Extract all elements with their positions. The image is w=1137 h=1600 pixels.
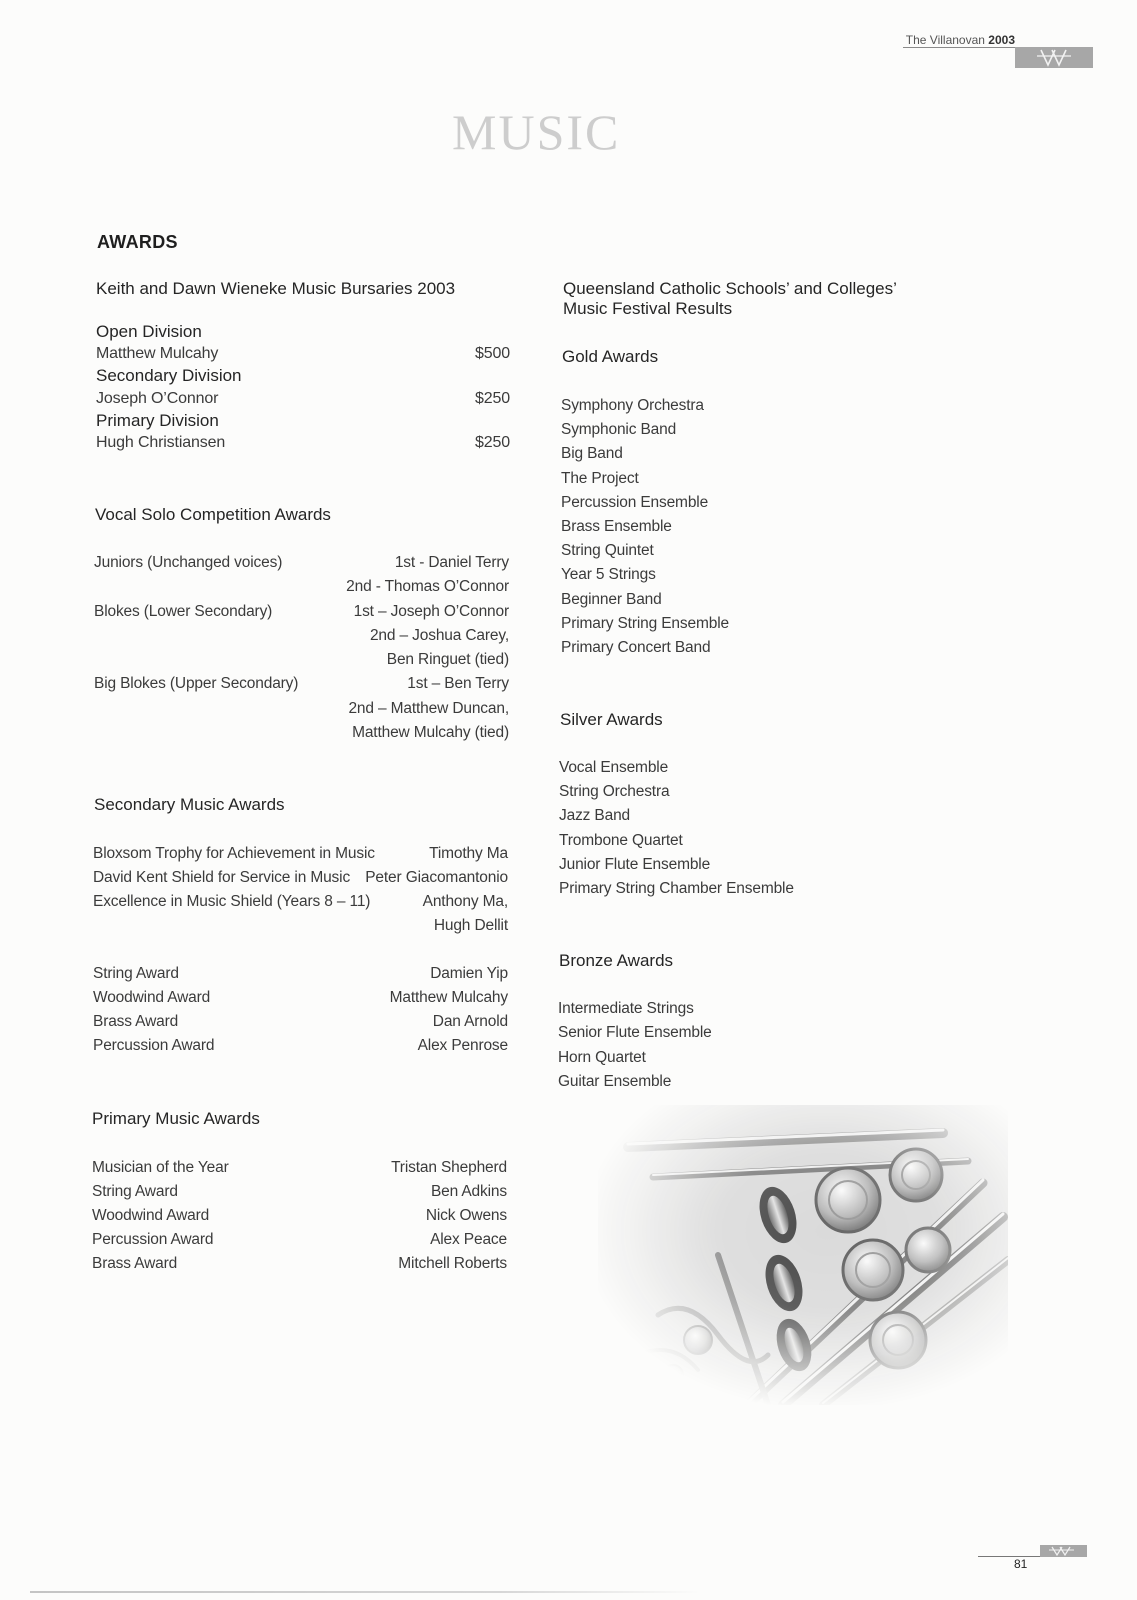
award-name: Brass Award (92, 1255, 178, 1272)
vocal-solo-list (94, 551, 509, 745)
festival-heading (563, 279, 897, 319)
ensemble-item: Year 5 Strings (561, 566, 656, 584)
ensemble-item: Junior Flute Ensemble (559, 855, 711, 873)
award-recipient: Mitchell Roberts (398, 1255, 507, 1272)
bursary-amount: $250 (475, 433, 510, 451)
award-row (93, 1034, 508, 1058)
ensemble-item: Beginner Band (561, 590, 662, 608)
award-recipient: Anthony Ma, (422, 893, 508, 910)
bursary-amount: $250 (475, 389, 510, 407)
award-recipient: Alex Penrose (417, 1037, 508, 1054)
award-row (93, 962, 508, 986)
award-row (92, 1252, 507, 1276)
award-row (93, 842, 508, 866)
bursaries-heading: Keith and Dawn Wieneke Music Bursaries 2003 (96, 279, 456, 298)
ensemble-item: Senior Flute Ensemble (558, 1024, 712, 1042)
secondary-awards-heading: Secondary Music Awards (94, 795, 285, 814)
gold-awards-list (561, 394, 729, 660)
saxophone-keys-photo (598, 1105, 1008, 1405)
ensemble-item: Guitar Ensemble (558, 1072, 672, 1090)
ensemble-item: String Quintet (561, 542, 654, 560)
ensemble-item: Vocal Ensemble (559, 759, 669, 776)
bronze-awards-list (558, 997, 712, 1094)
vocal-row (94, 721, 509, 745)
award-name: Musician of the Year (92, 1159, 229, 1176)
vocal-solo-heading: Vocal Solo Competition Awards (95, 505, 331, 524)
ensemble-item: The Project (561, 469, 639, 487)
award-recipient: Tristan Shepherd (391, 1159, 507, 1176)
award-recipient: Peter Giacomantonio (365, 869, 508, 886)
vocal-category: Big Blokes (Upper Secondary) (94, 675, 299, 693)
award-name: Percussion Award (93, 1037, 215, 1054)
bursary-amount: $500 (475, 345, 510, 363)
vocal-result: 1st – Joseph O’Connor (353, 602, 509, 620)
page-number: 81 (1014, 1557, 1028, 1571)
vocal-row (94, 697, 509, 721)
header-rule (903, 47, 1016, 48)
award-name: Brass Award (93, 1013, 179, 1030)
award-name: David Kent Shield for Service in Music (93, 869, 351, 886)
vocal-row (94, 575, 509, 599)
award-row (93, 890, 508, 914)
award-row (92, 1228, 507, 1252)
ensemble-item: Primary String Ensemble (561, 614, 729, 632)
ensemble-item: Primary String Chamber Ensemble (559, 879, 794, 897)
primary-awards-list (92, 1156, 507, 1276)
vocal-row (94, 600, 509, 624)
ensemble-item: Trombone Quartet (559, 831, 683, 849)
award-row (93, 866, 508, 890)
vocal-result: Ben Ringuet (tied) (386, 651, 509, 669)
ensemble-item: Big Band (561, 445, 623, 463)
ensemble-item: Percussion Ensemble (561, 493, 709, 511)
gold-awards-heading: Gold Awards (562, 347, 659, 366)
ensemble-item: Intermediate Strings (558, 1000, 694, 1017)
primary-awards-heading: Primary Music Awards (92, 1109, 260, 1128)
vocal-category: Blokes (Lower Secondary) (94, 602, 273, 620)
ensemble-item: Jazz Band (559, 807, 631, 825)
villanova-vv-emblem-icon (1040, 1545, 1087, 1557)
vocal-row (94, 624, 509, 648)
ensemble-item: Symphony Orchestra (561, 397, 704, 414)
award-recipient: Nick Owens (425, 1207, 507, 1224)
vocal-row (94, 551, 509, 575)
award-row (93, 914, 508, 938)
award-row (93, 1010, 508, 1034)
award-name: String Award (93, 965, 179, 982)
award-name: Excellence in Music Shield (Years 8 – 11) (93, 893, 371, 910)
division-label: Secondary Division (96, 366, 242, 386)
vocal-result: 1st – Ben Terry (407, 675, 509, 693)
award-recipient: Timothy Ma (429, 845, 508, 862)
award-row (93, 986, 508, 1010)
division-label: Primary Division (96, 410, 219, 430)
section-title: AWARDS (97, 232, 178, 252)
vocal-result: 2nd - Thomas O’Connor (346, 578, 509, 596)
award-name: Bloxsom Trophy for Achievement in Music (93, 845, 375, 862)
publication-year: 2003 (988, 33, 1015, 47)
bursaries-list (96, 321, 510, 454)
vocal-result: 1st - Daniel Terry (394, 554, 509, 571)
award-name: Woodwind Award (92, 1207, 210, 1224)
award-recipient: Damien Yip (430, 965, 508, 982)
secondary-trophies-list (93, 842, 508, 938)
award-name: String Award (92, 1183, 178, 1200)
silver-awards-list (559, 756, 794, 901)
bursary-row (96, 343, 510, 365)
ensemble-item: String Orchestra (559, 783, 670, 801)
award-name: Woodwind Award (93, 989, 211, 1006)
secondary-instrument-awards-list (93, 962, 508, 1058)
vocal-row (94, 648, 509, 672)
division-label: Open Division (96, 322, 202, 341)
scan-edge-line (30, 1591, 700, 1593)
publication-name: The Villanovan (905, 33, 985, 47)
bronze-awards-heading: Bronze Awards (559, 951, 674, 970)
vocal-result: 2nd – Joshua Carey, (369, 626, 509, 644)
bursary-row (96, 432, 510, 454)
award-recipient: Alex Peace (430, 1231, 507, 1248)
bursary-row (96, 388, 510, 410)
award-row (92, 1156, 507, 1180)
recipient-name: Joseph O’Connor (96, 389, 219, 407)
page-title: MUSIC (452, 104, 621, 160)
award-row (92, 1180, 507, 1204)
running-header (895, 33, 1015, 47)
award-name: Percussion Award (92, 1231, 214, 1248)
silver-awards-heading: Silver Awards (560, 710, 663, 729)
vocal-result: 2nd – Matthew Duncan, (348, 699, 509, 717)
festival-heading-line: Queensland Catholic Schools’ and Colleges’ (563, 279, 897, 298)
award-recipient: Dan Arnold (432, 1013, 508, 1030)
vocal-row (94, 672, 509, 696)
vocal-category: Juniors (Unchanged voices) (94, 554, 283, 571)
ensemble-item: Horn Quartet (558, 1048, 646, 1066)
recipient-name: Matthew Mulcahy (96, 345, 219, 363)
recipient-name: Hugh Christiansen (96, 433, 226, 451)
villanova-vv-emblem-icon (1015, 47, 1093, 68)
festival-heading-line: Music Festival Results (563, 299, 733, 318)
ensemble-item: Brass Ensemble (561, 517, 672, 535)
vocal-result: Matthew Mulcahy (tied) (352, 724, 509, 742)
award-recipient: Matthew Mulcahy (389, 989, 508, 1006)
award-recipient: Hugh Dellit (433, 917, 508, 934)
award-row (92, 1204, 507, 1228)
award-recipient: Ben Adkins (430, 1183, 507, 1200)
ensemble-item: Symphonic Band (561, 421, 677, 439)
ensemble-item: Primary Concert Band (561, 638, 711, 656)
